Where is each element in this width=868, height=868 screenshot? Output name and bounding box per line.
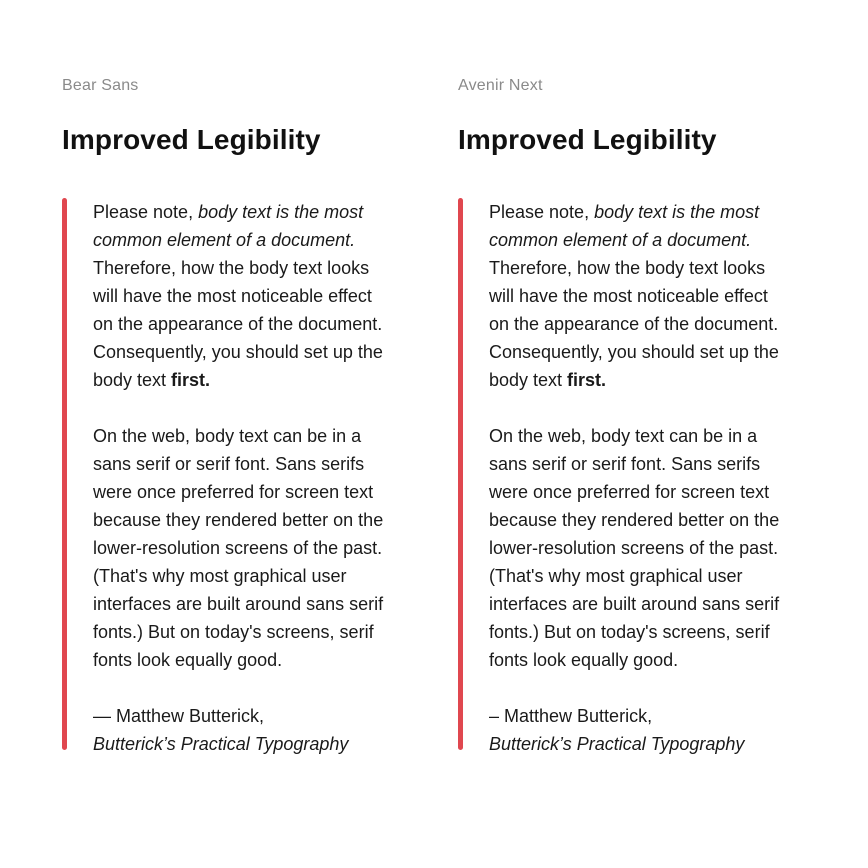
sample-heading: Improved Legibility: [458, 124, 717, 155]
italic-line: common element of a document.: [93, 230, 356, 250]
italic-line: common element of a document.: [489, 230, 752, 250]
quote-body: [489, 198, 819, 786]
quote-attribution: [489, 702, 819, 758]
quote-line: because they rendered better on the: [489, 510, 780, 530]
blockquote: [62, 198, 412, 754]
quote-line: lower-resolution screens of the past.: [489, 538, 779, 558]
bold-text: first.: [567, 370, 607, 390]
quote-line: fonts.) But on today's screens, serif: [489, 622, 770, 642]
quote-line: were once preferred for screen text: [93, 482, 374, 502]
quote-line: (That's why most graphical user: [93, 566, 347, 586]
quote-line: were once preferred for screen text: [489, 482, 770, 502]
quote-line: sans serif or serif font. Sans serifs: [93, 454, 365, 474]
quote-line: fonts look equally good.: [93, 650, 283, 670]
plain-text: Please note,: [93, 202, 199, 222]
quote-line: because they rendered better on the: [93, 510, 384, 530]
quote-line: will have the most noticeable effect: [489, 286, 768, 306]
blockquote: [458, 198, 808, 754]
quote-line: Therefore, how the body text looks: [489, 258, 766, 278]
quote-line: [93, 366, 423, 394]
quote-accent-bar: [458, 198, 463, 750]
quote-line: Consequently, you should set up the: [489, 342, 779, 362]
sample-heading: Improved Legibility: [62, 124, 321, 155]
quote-paragraph-1: [93, 198, 423, 394]
quote-paragraph-1: [489, 198, 819, 394]
attribution-author: — Matthew Butterick,: [93, 706, 265, 726]
quote-line: sans serif or serif font. Sans serifs: [489, 454, 761, 474]
quote-line: will have the most noticeable effect: [93, 286, 372, 306]
quote-line: Consequently, you should set up the: [93, 342, 383, 362]
attribution-author: – Matthew Butterick,: [489, 706, 653, 726]
quote-line: [93, 198, 423, 226]
quote-line: on the appearance of the document.: [93, 314, 383, 334]
quote-line: Therefore, how the body text looks: [93, 258, 370, 278]
quote-paragraph-2: [93, 422, 423, 674]
quote-accent-bar: [62, 198, 67, 750]
quote-line: interfaces are built around sans serif: [489, 594, 780, 614]
attribution-source: Butterick’s Practical Typography: [93, 734, 349, 754]
plain-text: Please note,: [489, 202, 595, 222]
bold-text: first.: [171, 370, 211, 390]
quote-line: lower-resolution screens of the past.: [93, 538, 383, 558]
quote-line: On the web, body text can be in a: [489, 426, 758, 446]
quote-line: (That's why most graphical user: [489, 566, 743, 586]
quote-line: fonts look equally good.: [489, 650, 679, 670]
plain-text: body text: [489, 370, 568, 390]
quote-paragraph-2: [489, 422, 819, 674]
plain-text: body text: [93, 370, 172, 390]
font-name-label: Avenir Next: [458, 77, 543, 94]
quote-line: on the appearance of the document.: [489, 314, 779, 334]
attribution-source: Butterick’s Practical Typography: [489, 734, 745, 754]
quote-line: [489, 366, 819, 394]
font-name-label: Bear Sans: [62, 77, 139, 94]
italic-text: body text is the most: [198, 202, 364, 222]
quote-attribution: [93, 702, 423, 758]
quote-line: interfaces are built around sans serif: [93, 594, 384, 614]
italic-text: body text is the most: [594, 202, 760, 222]
quote-line: On the web, body text can be in a: [93, 426, 362, 446]
quote-body: [93, 198, 423, 786]
quote-line: [489, 198, 819, 226]
quote-line: fonts.) But on today's screens, serif: [93, 622, 374, 642]
